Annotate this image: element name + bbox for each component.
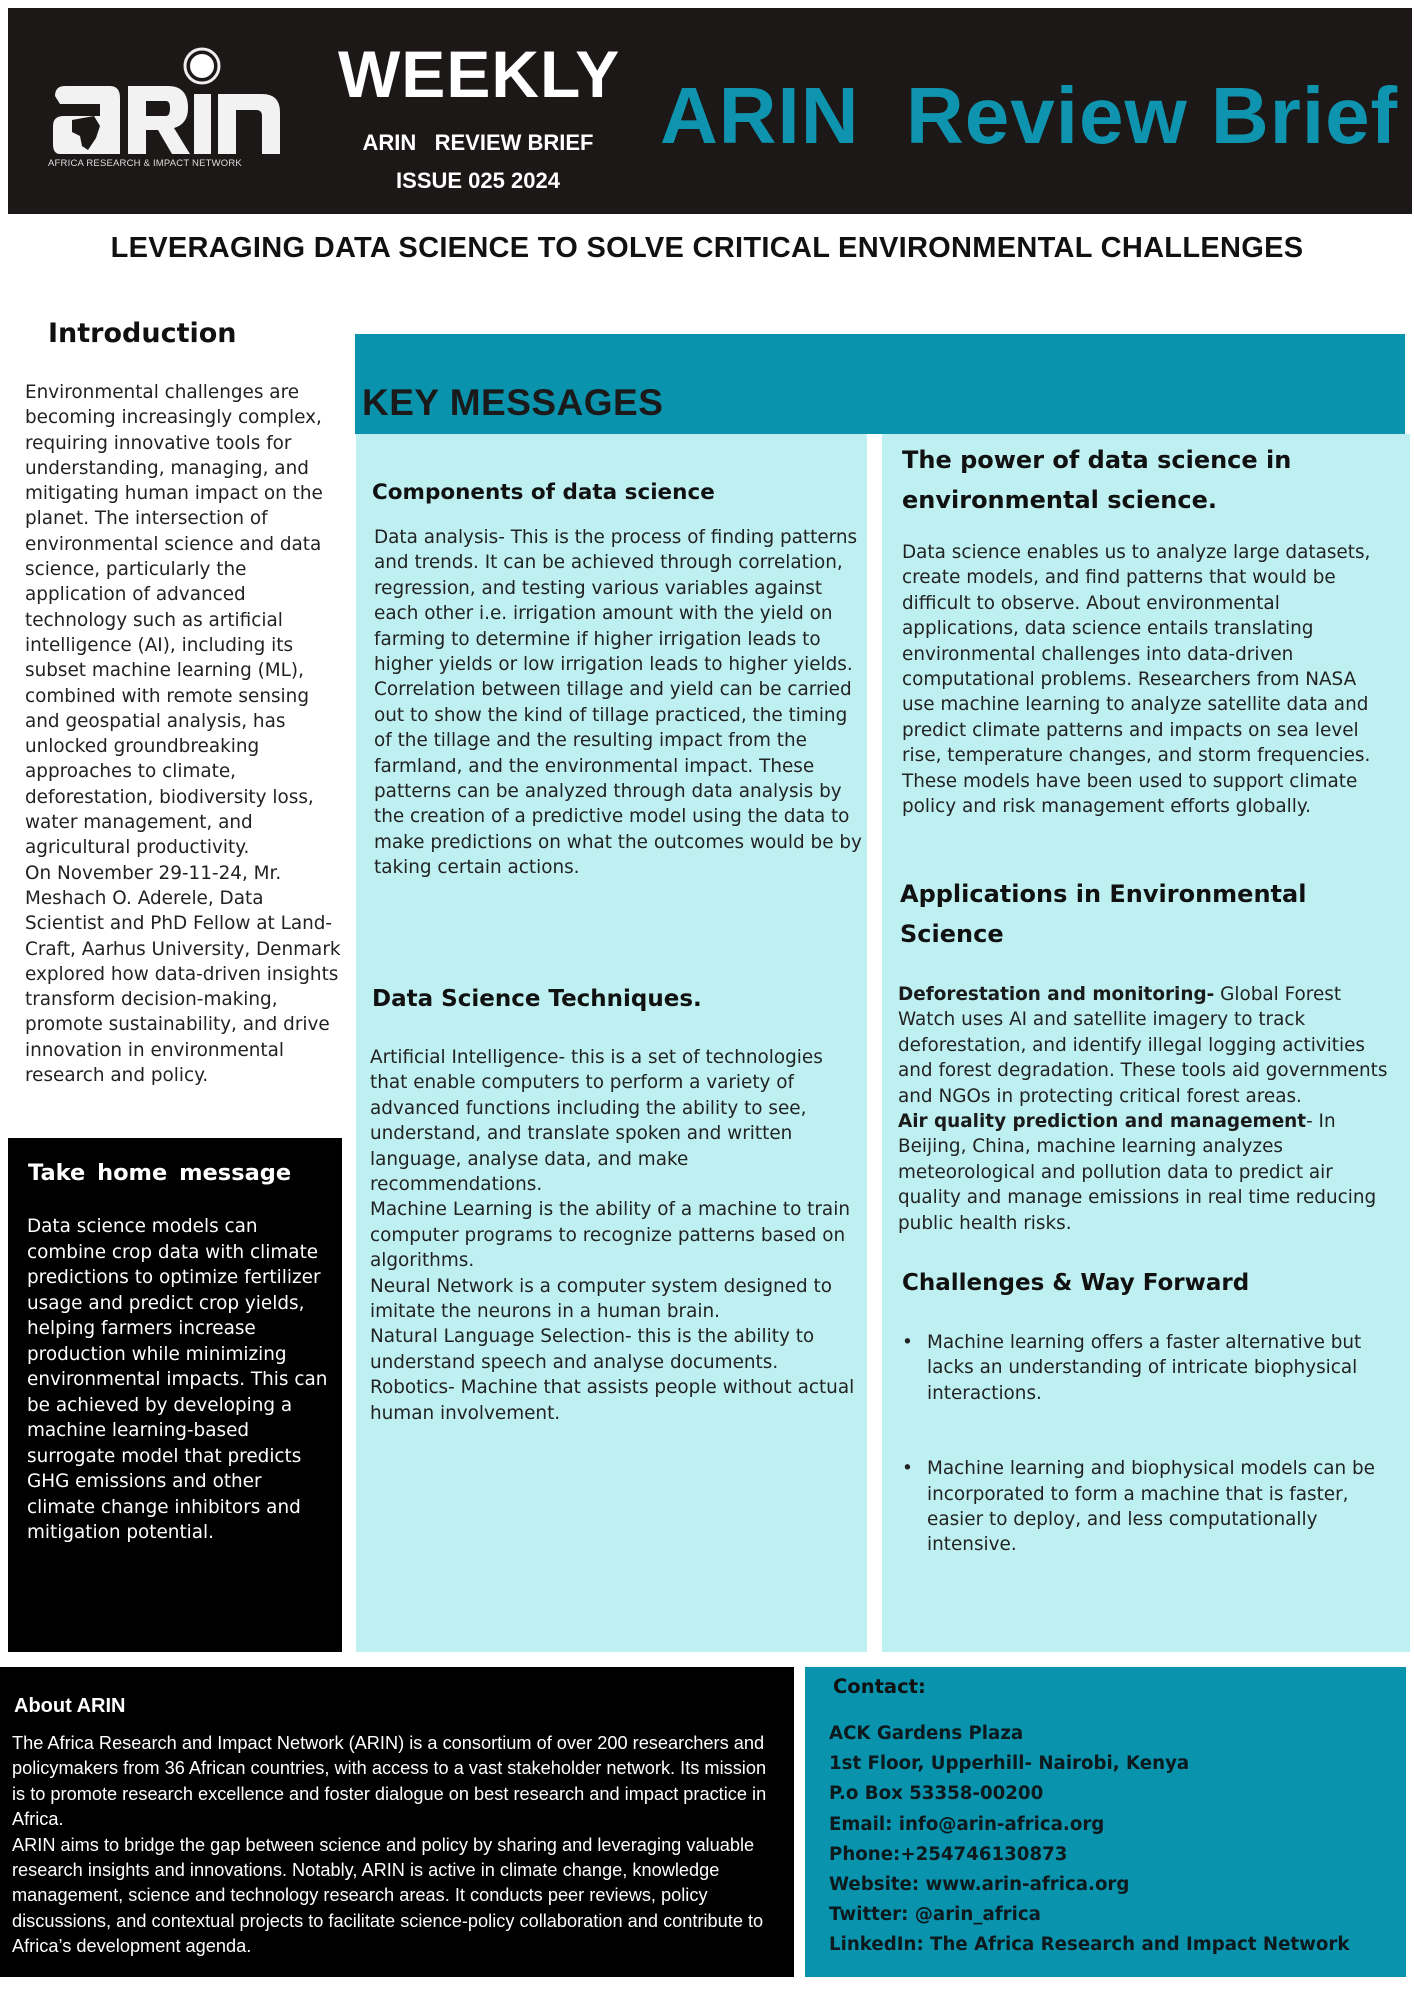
about-paragraph: The Africa Research and Impact Network (ARIN) is a consortium of over 200 researchers and policymakers from 36 African countries, with access to a vast stakeholder network. Its mission is to promote research excellence and foster dialogue on best research and impact practice in Africa. bbox=[12, 1733, 767, 1830]
issue-number: ISSUE 025 2024 bbox=[396, 168, 560, 193]
contact-address-building: ACK Gardens Plaza bbox=[829, 1723, 1024, 1744]
technique-item: Robotics- Machine that assists people without actual human involvement. bbox=[370, 1377, 855, 1424]
power-heading: The power of data science in environmental science. bbox=[902, 446, 1292, 514]
technique-item: Natural Language Selection- this is the ability to understand speech and analyse documents. bbox=[370, 1326, 815, 1373]
introduction-paragraph: Environmental challenges are becoming increasingly complex, requiring innovative tools for understanding, managing, and mitigating human impact on the planet. The intersection of environmental science and data science, particularly the application of advanced technology such as artificial intelligence (AI), including its subset machine learning (ML), combined with remote sensing and geospatial analysis, has unlocked groundbreaking approaches to climate, deforestation, biodiversity loss, water management, and agricultural productivity. bbox=[25, 382, 323, 859]
contact-panel bbox=[805, 1667, 1406, 1977]
applications-heading: Applications in Environmental Science bbox=[900, 880, 1307, 948]
introduction-text bbox=[25, 380, 345, 1088]
logo-subtitle: AFRICA RESEARCH & IMPACT NETWORK bbox=[48, 158, 242, 169]
components-heading: Components of data science bbox=[372, 480, 715, 505]
contact-twitter-link[interactable]: Twitter: @arin_africa bbox=[829, 1904, 1041, 1926]
brief-title: ARIN Review Brief bbox=[660, 71, 1399, 160]
contact-heading: Contact: bbox=[833, 1675, 926, 1698]
applications-text bbox=[898, 982, 1398, 1236]
about-panel bbox=[0, 1667, 794, 1977]
techniques-heading: Data Science Techniques. bbox=[372, 986, 702, 1012]
page-title: LEVERAGING DATA SCIENCE TO SOLVE CRITICAL ENVIRONMENTAL CHALLENGES bbox=[110, 232, 1304, 264]
header-banner bbox=[8, 8, 1412, 214]
challenge-item bbox=[902, 1456, 1392, 1558]
about-heading: About ARIN bbox=[14, 1695, 126, 1717]
bullet-icon: • bbox=[902, 1458, 913, 1480]
bullet-icon: • bbox=[902, 1332, 913, 1353]
about-paragraph: ARIN aims to bridge the gap between science and policy by sharing and leveraging valuable research insights and innovations. Notably, ARIN is active in climate change, knowledge management, science and technology research areas. It conducts peer reviews, policy discussions, and contextual projects to facilitate science-policy collaboration and contribute to Africa’s development agenda. bbox=[12, 1834, 764, 1957]
components-text: Data analysis- This is the process of finding patterns and trends. It can be achieved through correlation, regression, and testing various variables against each other i.e. irrigation amount with the yield on farming to determine if higher irrigation leads to higher yields or low irrigation leads to higher yields. Correlation between tillage and yield can be carried out to show the kind of tillage practiced, the timing of the tillage and the resulting impact from the farmland, and the environmental impact. These patterns can be analyzed through data analysis by the creation of a predictive model using the data to make predictions on what the outcomes would be by taking certain actions. bbox=[374, 527, 862, 879]
application-label: Deforestation and monitoring- bbox=[898, 984, 1215, 1005]
arin-logo-icon bbox=[50, 46, 285, 176]
contact-linkedin-link[interactable]: LinkedIn: The Africa Research and Impact Network bbox=[829, 1934, 1350, 1956]
challenge-text: Machine learning offers a faster alternative but lacks an understanding of intricate biophysical interactions. bbox=[927, 1332, 1362, 1404]
key-messages-title: KEY MESSAGES bbox=[362, 382, 664, 423]
technique-item: Artificial Intelligence- this is a set of technologies that enable computers to perform a variety of advanced functions including the ability to see, understand, and translate spoken and written language, analyse data, and make recommendations. bbox=[370, 1047, 823, 1196]
technique-item: Neural Network is a computer system designed to imitate the neurons in a human brain. bbox=[370, 1275, 832, 1323]
contact-phone[interactable]: Phone:+254746130873 bbox=[829, 1843, 1068, 1865]
technique-item: Machine Learning is the ability of a machine to train computer programs to recognize patterns based on algorithms. bbox=[370, 1199, 850, 1272]
contact-website-link[interactable]: Website: www.arin-africa.org bbox=[829, 1874, 1130, 1896]
challenge-item bbox=[902, 1330, 1392, 1406]
challenges-list bbox=[902, 1330, 1392, 1608]
contact-address-floor: 1st Floor, Upperhill- Nairobi, Kenya bbox=[829, 1753, 1190, 1775]
challenges-heading: Challenges & Way Forward bbox=[902, 1270, 1250, 1296]
contact-list bbox=[829, 1719, 1389, 1961]
take-home-heading: Take home message bbox=[28, 1160, 292, 1186]
application-item bbox=[898, 1109, 1398, 1236]
challenge-text: Machine learning and biophysical models can be incorporated to form a machine that is faster, easier to deploy, and less computationally intensive. bbox=[927, 1458, 1375, 1556]
take-home-panel bbox=[8, 1138, 342, 1652]
review-brief-label: ARIN REVIEW BRIEF bbox=[362, 130, 594, 155]
power-text: Data science enables us to analyze large datasets, create models, and find patterns that would be difficult to observe. About environmental applications, data science entails translating environmental challenges into data-driven computational problems. Researchers from NASA use machine learning to analyze satellite data and predict climate patterns and impacts on sea level rise, temperature changes, and storm frequencies. These models have been used to support climate policy and risk management efforts globally. bbox=[902, 542, 1371, 818]
weekly-label: WEEKLY bbox=[338, 37, 621, 111]
application-label: Air quality prediction and management bbox=[898, 1111, 1307, 1133]
techniques-text bbox=[370, 1045, 860, 1426]
application-item bbox=[898, 982, 1398, 1109]
take-home-text: Data science models can combine crop data with climate predictions to optimize fertilizer usage and predict crop yields, helping farmers increase production while minimizing environmental impacts. This can be achieved by developing a machine learning-based surrogate model that predicts GHG emissions and other climate change inhibitors and mitigation potential. bbox=[27, 1216, 328, 1543]
introduction-heading: Introduction bbox=[48, 318, 237, 349]
application-description: - In Beijing, China, machine learning analyzes meteorological and pollution data to predict air quality and manage emissions in real time reducing public health risks. bbox=[898, 1111, 1377, 1234]
introduction-paragraph: On November 29-11-24, Mr. Meshach O. Aderele, Data Scientist and PhD Fellow at Land-Craft, Aarhus University, Denmark explored how data-driven insights transform decision-making, promote sustainability, and drive innovation in environmental research and policy. bbox=[25, 862, 341, 1087]
contact-po-box: P.o Box 53358-00200 bbox=[829, 1783, 1044, 1805]
contact-email-link[interactable]: Email: info@arin-africa.org bbox=[829, 1813, 1105, 1835]
about-text bbox=[12, 1731, 782, 1960]
application-description: Global Forest Watch uses AI and satellite imagery to track deforestation, and identify illegal logging activities and forest degradation. These tools aid governments and NGOs in protecting critical forest areas. bbox=[898, 984, 1388, 1107]
